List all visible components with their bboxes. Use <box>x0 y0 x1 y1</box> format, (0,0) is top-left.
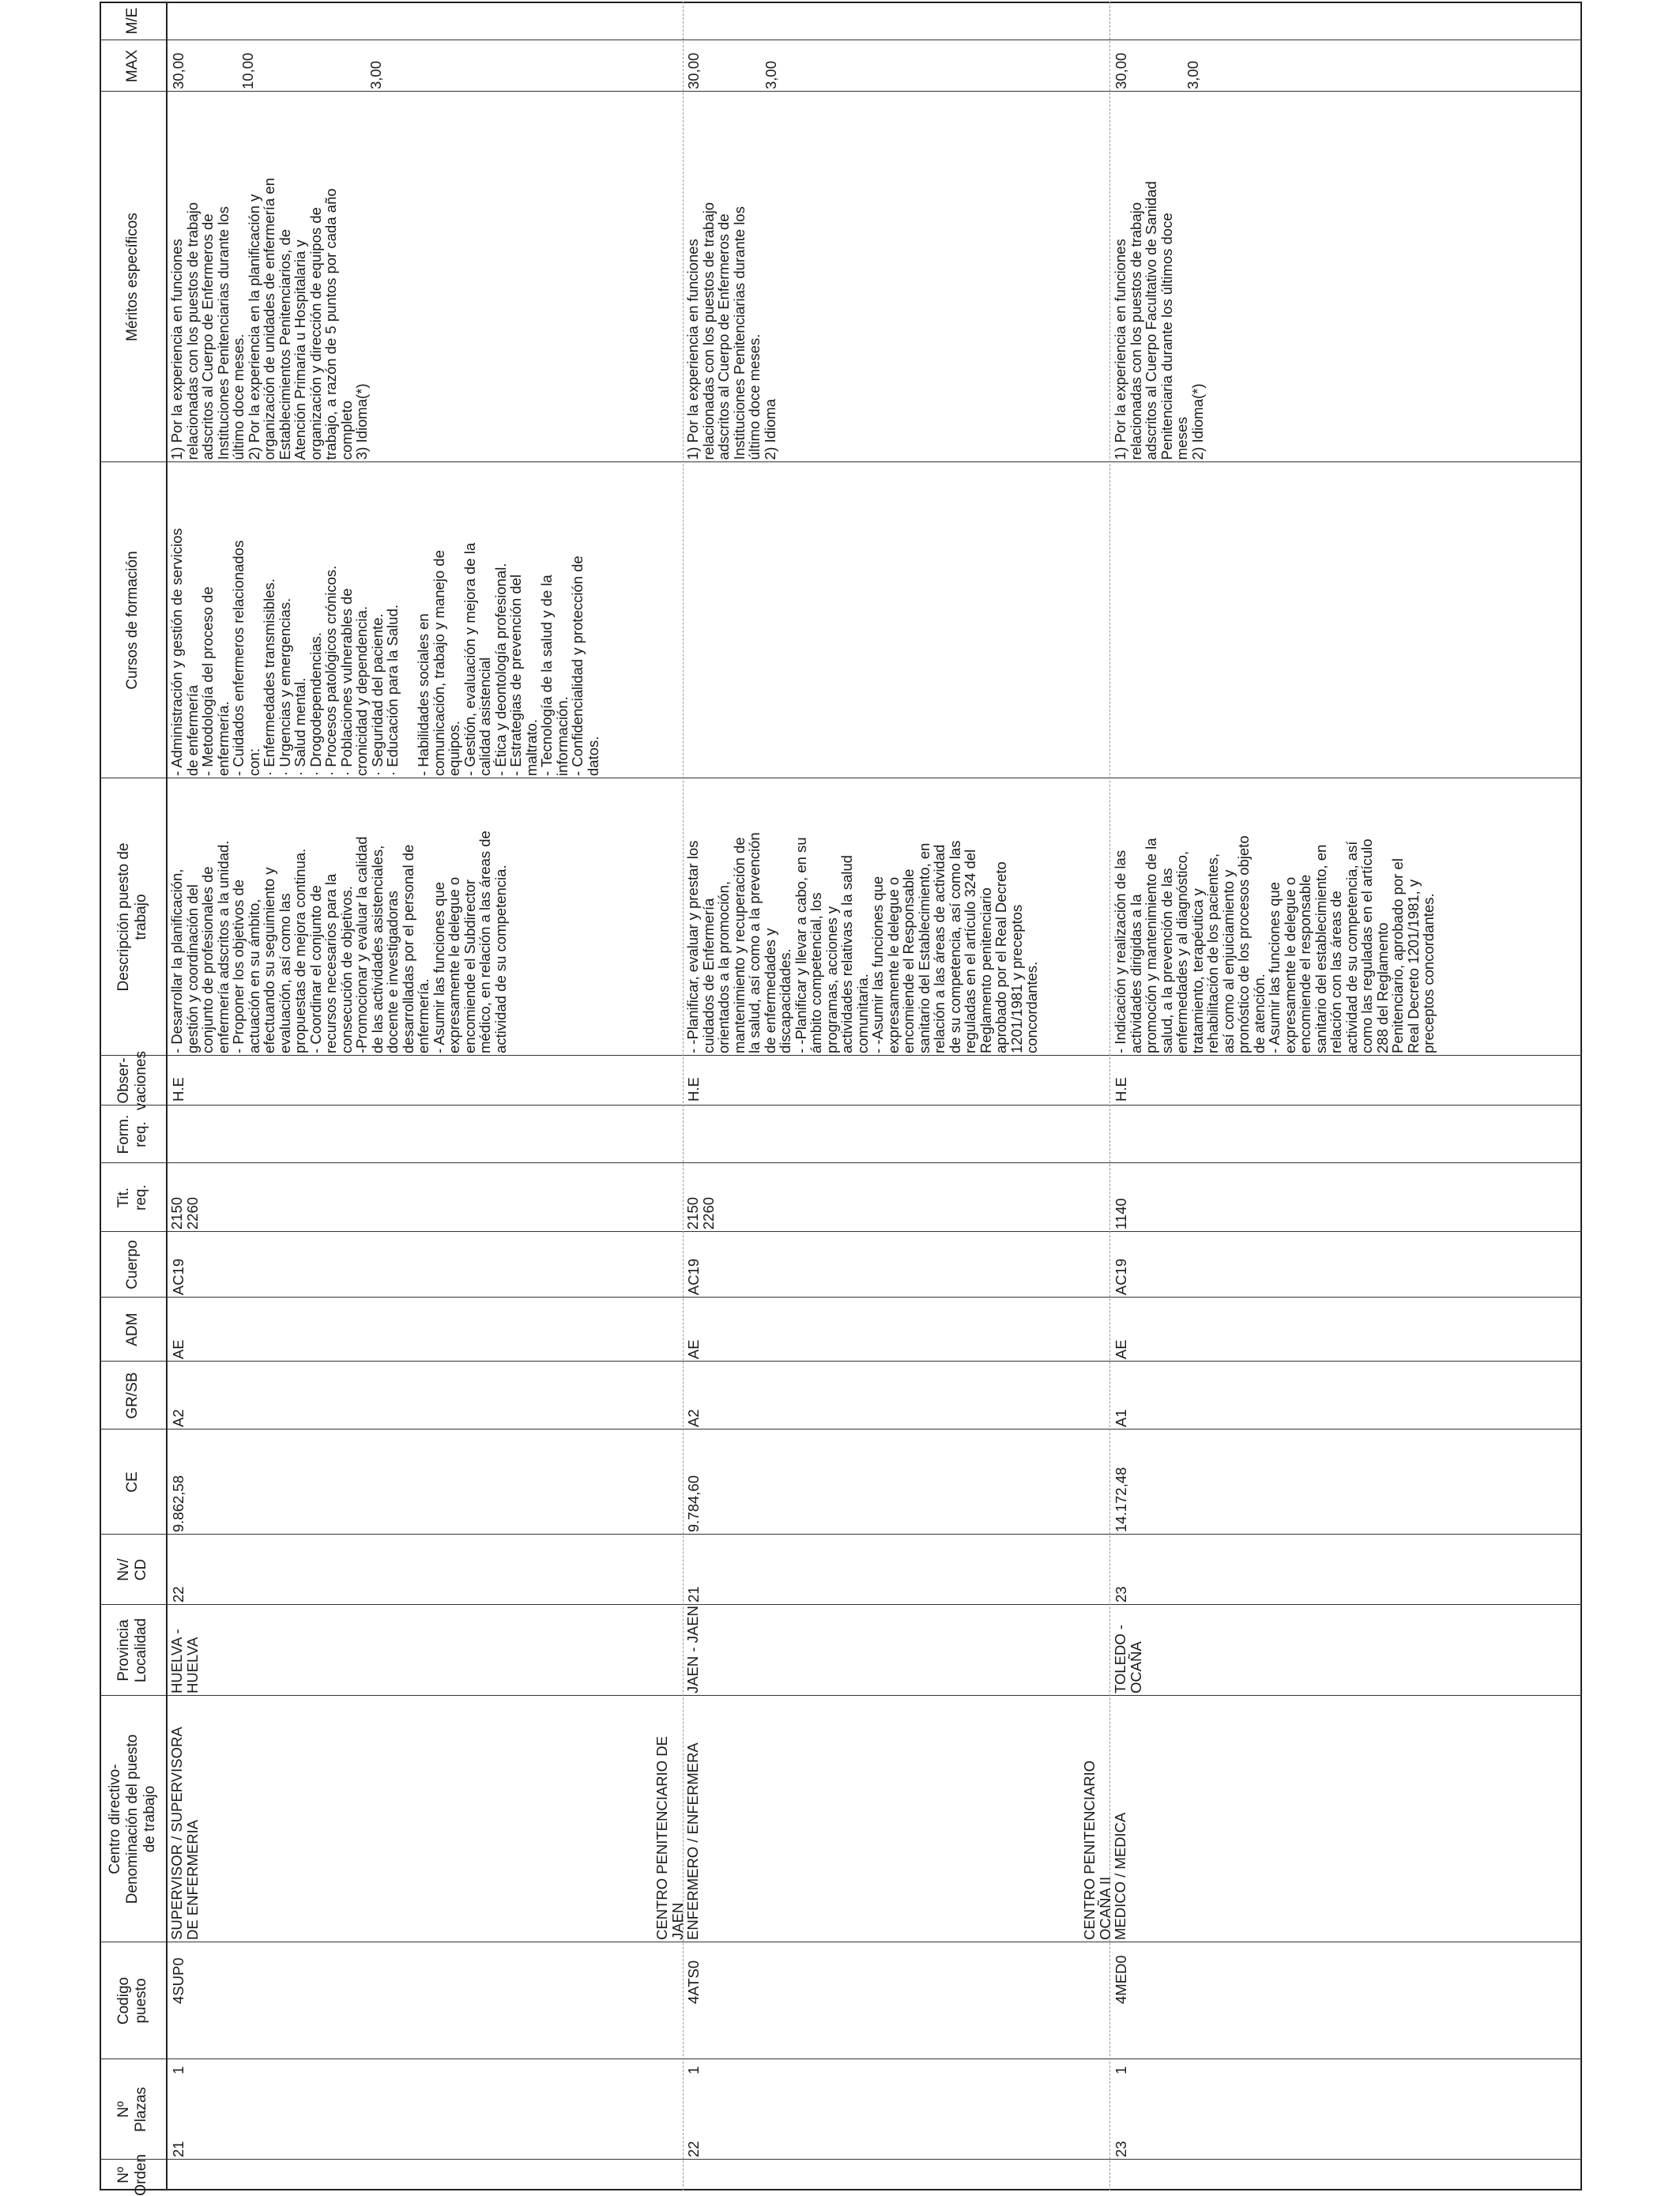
row-ce: 9.784,60 <box>685 1475 702 1532</box>
row-grupo: A2 <box>685 1409 702 1427</box>
row-cuerpo: AC19 <box>170 1258 186 1295</box>
row-cursos: - Administración y gestión de servicios de enfermería - Metodología del proceso de enfermería. - Cuidados enfermeros relacionados con: · Enfermedades transmisibles. · Urgencias y emergencias. · Salud mental. · Drogodependencias. · Procesos patológicos crónicos. · Poblaciones vulnerables de cronicidad y dependencia. · Seguridad del paciente. · Educación para la Salud. - Habilidades sociales en comunicación, trabajo y manejo de equipos. - Gestión, evaluación y mejora de la calidad asistencial - Ética y deontología profesional. - Estrategias de prevención del maltrato. - Tecnología de la salud y de la información. - Confidencialidad y protección de datos. <box>168 528 601 776</box>
row-nivel: 23 <box>1113 1586 1129 1603</box>
row-max-3: 3,00 <box>367 60 384 89</box>
row-titulacion: 1140 <box>1113 1198 1129 1230</box>
row-orden: 23 <box>1113 2141 1129 2157</box>
header-form-req: Form. req. <box>115 1114 149 1155</box>
row-observaciones: H.E <box>1113 1077 1129 1102</box>
header-max: MAX <box>124 49 141 83</box>
column-divider <box>100 1695 1582 1696</box>
header-centro: Centro directivo- Denominación del puesto de trabajo <box>107 1734 158 1904</box>
row-max-1: 30,00 <box>170 52 186 89</box>
row-ce: 14.172,48 <box>1113 1467 1129 1532</box>
row-plazas: 1 <box>1113 2066 1129 2074</box>
column-divider <box>100 1534 1582 1535</box>
row-observaciones: H.E <box>685 1077 702 1102</box>
row-titulacion: 2150 2260 <box>168 1196 201 1230</box>
row-plazas: 1 <box>685 2066 702 2074</box>
column-divider <box>100 1055 1582 1056</box>
row-ce: 9.862,58 <box>170 1475 186 1532</box>
header-meritos: Méritos específicos <box>124 213 141 341</box>
row-grupo: A1 <box>1113 1409 1129 1427</box>
row-orden: 21 <box>170 2141 186 2157</box>
column-divider <box>100 2159 1582 2160</box>
row-descripcion: - Desarrollar la planificación, gestión y coordinación del conjunto de profesionales de enfermería adscritos a la unidad. - Proponer los objetivos de actuación en su ámbito, efectuando su seguimiento y evaluación, así como las propuestas de mejora continua. - Coordinar el conjunto de recursos necesarios para la consecución de objetivos. -Promocionar y evaluar la calidad de las actividades asistenciales, docente e investigadoras desarrolladas por el personal de enfermería. - Asumir las funciones que expresamente le delegue o encomiende el Subdirector médico, en relación a las áreas de actividad de su competencia. <box>168 831 509 1053</box>
row-centro: CENTRO PENITENCIARIO OCAÑA II <box>1081 1760 1113 1940</box>
row-cuerpo: AC19 <box>685 1258 702 1295</box>
row-provincia: JAEN - JAEN <box>684 1605 701 1693</box>
header-cuerpo: Cuerpo <box>124 1240 141 1290</box>
row-observaciones: H.E <box>170 1077 186 1102</box>
row-orden: 22 <box>685 2141 702 2157</box>
row-adm: AE <box>685 1339 702 1359</box>
row-codigo: 4SUP0 <box>170 1957 186 2004</box>
row-puesto: MEDICO / MEDICA <box>1112 1812 1128 1940</box>
column-divider <box>100 1297 1582 1298</box>
row-descripcion: - Indicación y realización de las actividades dirigidas a la promoción y mantenimiento de la salud, a la prevención de las enfermedades y al diagnóstico, tratamiento, terapéutica y rehabilitación de los pacientes, así como al enjuiciamiento y pronóstico de los procesos objeto de atención. - Asumir las funciones que expresamente le delegue o encomiende el responsable sanitario del establecimiento, en relación con las áreas de actividad de su competencia, así como las reguladas en el artículo 288 del Reglamento Penitenciario, aprobado por el Real Decreto 1201/1981, y preceptos concordantes. <box>1112 835 1437 1053</box>
column-divider <box>100 1361 1582 1362</box>
header-adm: ADM <box>124 1313 141 1347</box>
header-observaciones: Obser- vaciones <box>115 1051 149 1110</box>
column-divider <box>100 461 1582 462</box>
header-descripcion: Descripción puesto de trabajo <box>115 842 149 992</box>
row-grupo: A2 <box>170 1409 186 1427</box>
row-meritos: 1) Por la experiencia en funciones relacionadas con los puestos de trabajo adscritos al Cuerpo de Enfermeros de Instituciones Penitenciarias durante los último doce meses. 2) Por la experiencia en la planificación y organización de unidades de enfermería en Establecimientos Penitenciarios, de Atención Primaria u Hospitalaria y organización y dirección de equipos de trabajo, a razón de 5 puntos por cada año completo 3) Idioma(*) <box>168 178 370 460</box>
row-max-2: 3,00 <box>763 60 779 89</box>
vacancy-table <box>100 2 1582 2196</box>
column-divider <box>100 1231 1582 1232</box>
header-codigo: Codigo puesto <box>115 1976 149 2025</box>
row-meritos: 1) Por la experiencia en funciones relacionadas con los puestos de trabajo adscritos al Cuerpo de Enfermeros de Instituciones Penitenciarias durante los último doce meses. 2) Idioma <box>684 202 778 460</box>
row-max-1: 30,00 <box>685 52 702 89</box>
row-meritos: 1) Por la experiencia en funciones relacionadas con los puestos de trabajo adscritos al Cuerpo Facultativo de Sanidad Penitenciaria durante los últimos doce meses 2) Idioma(*) <box>1112 181 1206 460</box>
header-n-plazas: Nº Plazas <box>115 2086 149 2133</box>
row-cuerpo: AC19 <box>1113 1258 1129 1295</box>
header-cursos: Cursos de formación <box>124 551 141 690</box>
row-puesto: SUPERVISOR / SUPERVISORA DE ENFERMERIA <box>168 1727 201 1940</box>
row-max-1: 30,00 <box>1113 52 1129 89</box>
header-n-orden: Nº Orden <box>115 2154 149 2196</box>
row-plazas: 1 <box>170 2066 186 2074</box>
row-max-2: 3,00 <box>1185 60 1201 89</box>
row-adm: AE <box>1113 1339 1129 1359</box>
header-provincia: Provincia Localidad <box>115 1618 149 1683</box>
header-tit-req: Tit. req. <box>115 1185 149 1211</box>
row-titulacion: 2150 2260 <box>684 1196 717 1230</box>
row-puesto: ENFERMERO / ENFERMERA <box>684 1742 701 1940</box>
row-centro: CENTRO PENITENCIARIO DE JAEN <box>654 1736 686 1940</box>
column-divider <box>100 1604 1582 1605</box>
row-codigo: 4ATS0 <box>685 1960 702 2004</box>
header-ce: CE <box>124 1471 141 1493</box>
row-provincia: HUELVA - HUELVA <box>168 1629 201 1693</box>
row-max-2: 10,00 <box>239 52 256 89</box>
row-codigo: 4MED0 <box>1113 1955 1129 2004</box>
row-nivel: 21 <box>685 1586 702 1603</box>
column-divider <box>100 1162 1582 1163</box>
header-separator <box>166 2 168 2190</box>
column-divider <box>100 1105 1582 1106</box>
header-gr-sb: GR/SB <box>124 1372 141 1419</box>
row-descripcion: - -Planificar, evaluar y prestar los cuidados de Enfermería orientados a la promoción, mantenimiento y recuperación de la salud, así como a la prevención de enfermedades y discapacidades. - -Planificar y llevar a cabo, en su ámbito competencial, los programas, acciones y actividades relativas a la salud comunitaria. - -Asumir las funciones que expresamente le delegue o encomiende el Responsable sanitario del Establecimiento, en relación a las áreas de actividad de su competencia, así como las reguladas en el artículo 324 del Reglamento penitenciario aprobado por el Real Decreto 1201/1981 y preceptos concordantes. <box>684 832 1040 1053</box>
row-nivel: 22 <box>170 1586 186 1603</box>
row-adm: AE <box>170 1339 186 1359</box>
header-nv-cd: Nv/ CD <box>115 1558 149 1581</box>
header-me: M/E <box>124 7 141 35</box>
row-provincia: TOLEDO - OCAÑA <box>1112 1624 1144 1693</box>
